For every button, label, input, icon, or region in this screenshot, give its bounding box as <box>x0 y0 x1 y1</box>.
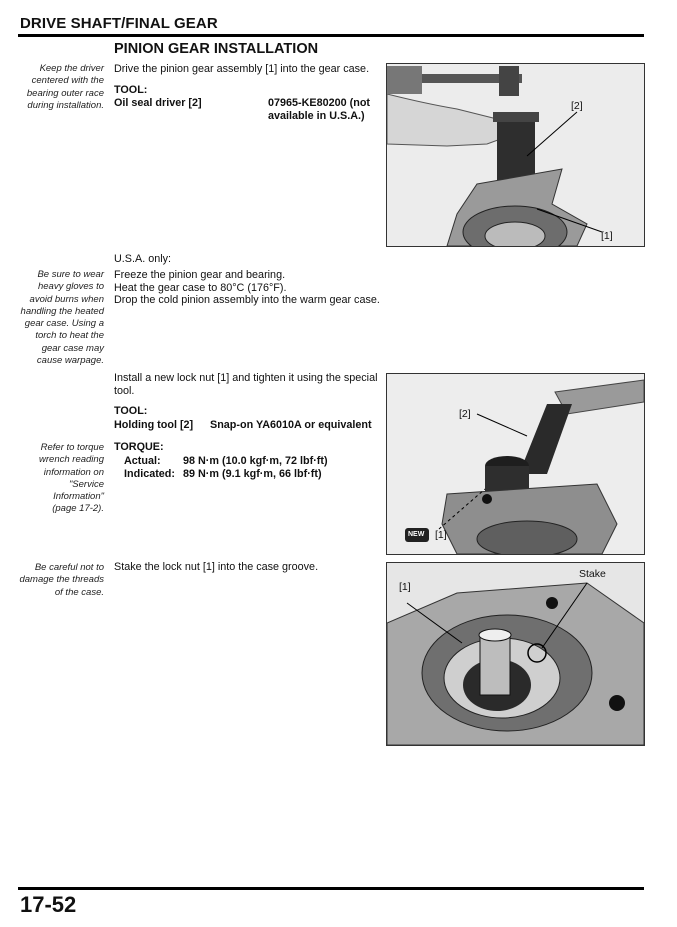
step3-tool-number: Snap-on YA6010A or equivalent <box>210 419 372 431</box>
figure-holding-tool-illustration <box>387 374 644 554</box>
note-line: Keep the driver <box>39 63 104 74</box>
note-line: heavy gloves to <box>37 281 104 293</box>
callout-label: [2] <box>459 408 471 420</box>
step1-tool-number <box>268 97 370 122</box>
instruction-line: Freeze the pinion gear and bearing. <box>114 269 286 281</box>
footer-rule <box>18 887 644 890</box>
callout-label: Stake <box>579 568 606 580</box>
note-line: Be sure to wear <box>37 269 104 280</box>
instruction-line: Heat the gear case to 80°C (176°F). <box>114 281 287 294</box>
note-line: Refer to torque <box>40 442 104 453</box>
side-note-heat <box>16 269 104 367</box>
note-line: handling the heated <box>20 305 104 317</box>
instruction-line: Install a new lock nut [1] and tighten it using the special <box>114 372 378 384</box>
step1-tool-name: Oil seal driver [2] <box>114 97 202 109</box>
side-note-driver <box>16 63 104 112</box>
torque-indicated-label: Indicated: <box>124 468 175 480</box>
section-header: DRIVE SHAFT/FINAL GEAR <box>20 15 218 32</box>
note-line: gear case. Using a <box>24 318 104 330</box>
step4-text: Stake the lock nut [1] into the case groove. <box>114 561 319 573</box>
step3-tool-name: Holding tool [2] <box>114 419 194 431</box>
usa-only-label: U.S.A. only: <box>114 253 172 265</box>
note-line: Be careful not to <box>34 562 104 573</box>
step1-tool-heading: TOOL: <box>114 84 148 96</box>
step1-text: Drive the pinion gear assembly [1] into the gear case. <box>114 63 370 75</box>
instruction-line: tool. <box>114 384 135 397</box>
note-line: wrench reading <box>39 454 104 466</box>
note-line: Information" <box>53 491 104 503</box>
step3-tool-heading: TOOL: <box>114 405 148 417</box>
step2-instructions <box>114 269 380 307</box>
instruction-line: Drop the cold pinion assembly into the warm gear case. <box>114 294 380 307</box>
note-line: (page 17-2). <box>52 503 104 515</box>
figure-pinion-driver-illustration <box>387 64 644 246</box>
note-line: bearing outer race <box>26 87 104 99</box>
note-line: "Service <box>68 478 104 490</box>
side-note-threads <box>16 562 104 599</box>
note-line: information on <box>43 466 104 478</box>
new-badge: NEW <box>408 531 425 538</box>
torque-actual-label: Actual: <box>124 455 161 467</box>
step3-text <box>114 372 378 397</box>
callout-label: [1] <box>399 581 411 593</box>
torque-heading: TORQUE: <box>114 441 164 453</box>
note-line: cause warpage. <box>36 355 104 367</box>
figure-pinion-driver <box>386 63 645 247</box>
note-line: during installation. <box>27 99 104 111</box>
callout-label: [2] <box>571 100 583 112</box>
note-line: damage the threads <box>19 574 104 586</box>
callout-label: [1] <box>435 529 447 541</box>
side-note-torque <box>16 442 104 516</box>
tool-number-line: 07965-KE80200 (not <box>268 97 371 109</box>
torque-actual-value: 98 N·m (10.0 kgf·m, 72 lbf·ft) <box>183 455 328 467</box>
tool-number-line: available in U.S.A.) <box>268 109 365 122</box>
figure-stake-lock-nut <box>386 562 645 746</box>
page-number: 17-52 <box>20 892 77 917</box>
figure-stake-lock-nut-illustration <box>387 563 644 745</box>
callout-label: [1] <box>601 230 613 242</box>
note-line: torch to heat the <box>35 330 104 342</box>
figure-holding-tool <box>386 373 645 555</box>
note-line: avoid burns when <box>29 293 104 305</box>
note-line: centered with the <box>31 75 104 87</box>
note-line: of the case. <box>54 586 104 598</box>
torque-indicated-value: 89 N·m (9.1 kgf·m, 66 lbf·ft) <box>183 468 322 480</box>
note-line: gear case may <box>41 342 104 354</box>
header-rule <box>18 34 644 37</box>
page-title: PINION GEAR INSTALLATION <box>114 41 319 57</box>
